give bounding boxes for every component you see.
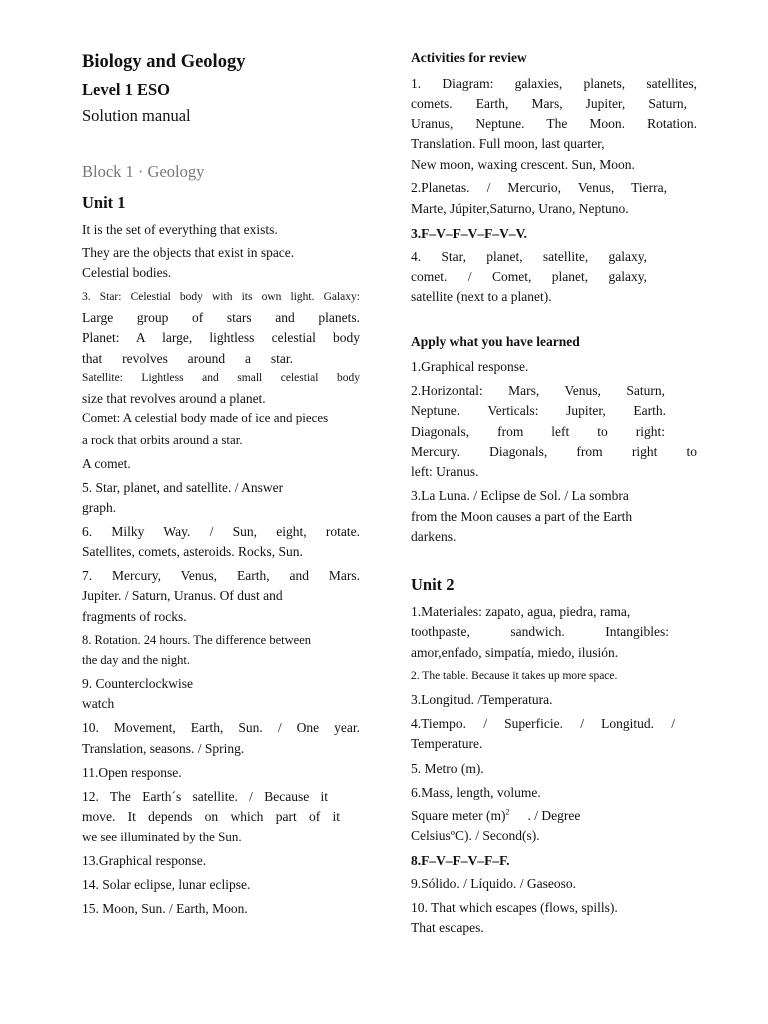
answer-line: a rock that orbits around a star. [82,432,243,447]
answer-line: darkens. [411,529,457,544]
answer-line: 3.F–V–F–V–F–V–V. [411,226,527,241]
answer-line: that revolves around a star. [82,351,293,366]
answer-line: 4.Tiempo. / Superficie. / Longitud. / [411,716,675,731]
answer-line: 10. That which escapes (flows, spills). [411,900,618,915]
answer-line: Large group of stars and planets. [82,310,360,325]
answer-line: Translation, seasons. / Spring. [82,741,245,756]
answer-line: 1.Materiales: zapato, agua, piedra, rama, [411,604,631,619]
answer-line: 5. Star, planet, and satellite. / Answer [82,480,284,495]
answer-line: Temperature. [411,736,483,751]
answer-line: 4. Star, planet, satellite, galaxy, [411,249,647,264]
block-heading: Block 1 · Geology [82,162,205,181]
answer-line: 2.Horizontal: Mars, Venus, Saturn, [411,383,665,398]
answer-line: 15. Moon, Sun. / Earth, Moon. [82,901,248,916]
answer-line: watch [82,696,115,711]
unit-1-heading: Unit 1 [82,193,126,212]
answer-line: the day and the night. [82,653,190,667]
answer-line: Planet: A large, lightless celestial body [82,330,360,345]
answer-line: comet. / Comet, planet, galaxy, [411,269,647,284]
answer-line: 11.Open response. [82,765,182,780]
answer-line: Comet: A celestial body made of ice and pieces [82,410,329,425]
answer-line: New moon, waxing crescent. Sun, Moon. [411,157,635,172]
answer-line: left: Uranus. [411,464,479,479]
answer-line: CelsiusºC). / Second(s). [411,828,540,843]
answer-line: 10. Movement, Earth, Sun. / One year. [82,720,360,735]
answer-line: 8.F–V–F–V–F–F. [411,853,510,868]
answer-line: 12. The Earth´s satellite. / Because it [82,789,328,804]
answer-line: from the Moon causes a part of the Earth [411,509,633,524]
answer-line: comets. Earth, Mars, Jupiter, Saturn, [411,96,687,111]
answer-line: size that revolves around a planet. [82,391,266,406]
answer-line: 7. Mercury, Venus, Earth, and Mars. [82,568,360,583]
answer-line: graph. [82,500,117,515]
apply-heading: Apply what you have learned [411,334,580,349]
answer-line: 6. Milky Way. / Sun, eight, rotate. [82,524,360,539]
answer-line: A comet. [82,456,131,471]
answer-line: Neptune. Verticals: Jupiter, Earth. [411,403,666,418]
answer-line: amor,enfado, simpatía, miedo, ilusión. [411,645,619,660]
answer-line: 9.Sólido. / Líquido. / Gaseoso. [411,876,576,891]
answer-line: Marte, Júpiter,Saturno, Urano, Neptuno. [411,201,629,216]
answer-line: 3. Star: Celestial body with its own light. Galaxy: [82,291,360,303]
answer-line: 3.Longitud. /Temperatura. [411,692,553,707]
answer-line: Diagonals, from left to right: [411,424,665,439]
document-subtitle: Solution manual [82,106,191,125]
answer-line: 13.Graphical response. [82,853,207,868]
answer-line: 8. Rotation. 24 hours. The difference between [82,633,311,647]
answer-line: Translation. Full moon, last quarter, [411,136,605,151]
answer-line: 9. Counterclockwise [82,676,193,691]
answer-line: Uranus, Neptune. The Moon. Rotation. [411,116,697,131]
answer-line: 6.Mass, length, volume. [411,785,541,800]
answer-line: That escapes. [411,920,484,935]
answer-line: Celestial bodies. [82,265,172,280]
document-title: Biology and Geology [82,52,246,72]
answer-line: toothpaste, sandwich. Intangibles: [411,624,669,639]
answer-line: 2.Planetas. / Mercurio, Venus, Tierra, [411,180,667,195]
answer-line: 1. Diagram: galaxies, planets, satellites, [411,76,697,91]
answer-line: 14. Solar eclipse, lunar eclipse. [82,877,251,892]
answer-line: move. It depends on which part of it [82,809,340,824]
answer-text: . / Degree [527,808,581,823]
review-heading: Activities for review [411,50,527,65]
document-level: Level 1 ESO [82,80,171,99]
answer-line [411,806,667,826]
answer-line: 5. Metro (m). [411,761,484,776]
answer-line: They are the objects that exist in space. [82,245,295,260]
answer-line: satellite (next to a planet). [411,289,552,304]
answer-line: Satellites, comets, asteroids. Rocks, Sun. [82,544,303,559]
answer-line: Jupiter. / Saturn, Uranus. Of dust and [82,588,283,603]
answer-line: fragments of rocks. [82,609,187,624]
answer-line: 3.La Luna. / Eclipse de Sol. / La sombra [411,488,629,503]
answer-text: Square meter (m) [411,808,506,823]
answer-line: 2. The table. Because it takes up more space. [411,670,618,682]
unit-2-heading: Unit 2 [411,575,455,594]
answer-line: Mercury. Diagonals, from right to [411,444,697,459]
answer-line: 1.Graphical response. [411,359,529,374]
answer-line: Satellite: Lightless and small celestial body [82,372,360,384]
answer-line: It is the set of everything that exists. [82,222,278,237]
superscript: 2 [505,807,510,817]
answer-line: we see illuminated by the Sun. [82,829,242,844]
